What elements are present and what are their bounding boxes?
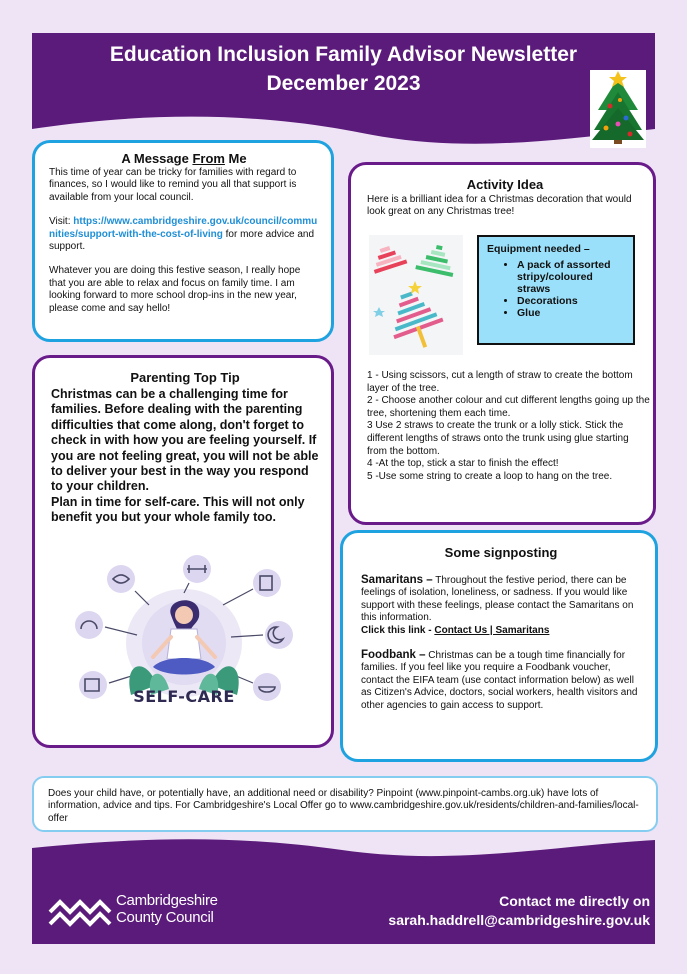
message-heading-pre: A Message [121, 151, 193, 166]
straw-trees-image [369, 235, 463, 355]
samaritans-text: Throughout the festive period, there can be feelings of isolation, loneliness, or sadness. If you would like support with these feelings, please contact the Samaritans on this information. [361, 575, 634, 624]
parenting-tip-box [32, 355, 334, 748]
signposting-box [340, 530, 658, 762]
contact-email[interactable]: sarah.haddrell@cambridgeshire.gov.uk [388, 912, 650, 928]
newsletter-title [32, 40, 655, 98]
equipment-list [487, 259, 625, 319]
click-label: Click this link - [361, 624, 435, 636]
contact-line-1: Contact me directly on [499, 893, 650, 909]
foodbank-paragraph [361, 649, 641, 712]
samaritans-contact-link[interactable]: Contact Us | Samaritans [434, 624, 550, 636]
foodbank-title: Foodbank – [361, 649, 426, 662]
visit-post-text: for more advice and support. [49, 228, 315, 253]
activity-step: 2 - Choose another colour and cut different lengths going up the tree, shortening them each time. [367, 395, 650, 419]
equipment-item: • Glue [517, 307, 625, 319]
message-heading-from: From [192, 151, 225, 166]
activity-steps [367, 370, 651, 483]
equipment-item: • A pack of assorted stripy/coloured straws [517, 259, 625, 295]
equipment-needed-box [477, 235, 635, 345]
message-paragraph-1: This time of year can be tricky for families with regard to finances, so I would like to remind you all that support is available from your local council. [49, 167, 297, 203]
message-paragraph-3: Whatever you are doing this festive season, I really hope that you are able to relax and focus on family time. I am looking forward to more school drop-ins in the new year, please come and say hello! [49, 265, 301, 314]
message-heading [49, 151, 319, 166]
parenting-tip-paragraph-1: Christmas can be a challenging time for families. Before dealing with the parenting difficulties that come along, don't forget to check in with how you are feeling yourself. If you are not feeling great, you will not be able to deliver your best in the way you respond to your children. [51, 387, 319, 494]
local-offer-info-box [32, 776, 658, 832]
parenting-tip-heading: Parenting Top Tip [130, 370, 240, 385]
logo-line-1: Cambridgeshire [116, 892, 218, 909]
activity-intro: Here is a brilliant idea for a Christmas decoration that would look great on any Christmas tree! [367, 194, 632, 218]
header-band [32, 33, 655, 153]
activity-step: 3 Use 2 straws to create the trunk or a lolly stick. Stick the different lengths of straws onto the trunk using glue starting from the bottom. [367, 420, 629, 457]
message-box [32, 140, 334, 342]
foodbank-text: Christmas can be a tough time financially for families. If you feel like you require a Foodbank voucher, contact the EIFA team (use contact information below) as well as Citizen's Advice, doctors, social workers, health visitors and other agencies to gain access to support. [361, 650, 638, 711]
equipment-item: • Decorations [517, 295, 625, 307]
title-line-1: Education Inclusion Family Advisor Newsletter [109, 43, 578, 66]
parenting-tip-paragraph-2: Plan in time for self-care. This will not only benefit you but your whole family too. [51, 494, 305, 525]
activity-step: 5 -Use some string to create a loop to hang on the tree. [367, 470, 613, 482]
visit-label: Visit: [49, 216, 74, 228]
activity-step: 4 -At the top, stick a star to finish the effect! [367, 458, 559, 470]
activity-heading: Activity Idea [466, 177, 544, 192]
signposting-heading: Some signposting [444, 545, 558, 560]
title-line-2: December 2023 [266, 72, 421, 95]
local-offer-text: Does your child have, or potentially have, an additional need or disability? Pinpoint (www.pinpoint-cambs.org.uk) have lots of information, advice and tips. For Cambridgeshire's Local Offer go to www.cambridgeshire.gov.uk/residents/children-and-families/local-offer [48, 788, 639, 824]
message-visit-paragraph [49, 216, 319, 253]
self-care-caption: SELF-CARE [133, 687, 235, 706]
message-heading-post: Me [224, 151, 247, 166]
cost-of-living-link[interactable]: https://www.cambridgeshire.gov.uk/council/communities/support-with-the-cost-of-living [49, 216, 318, 240]
activity-step: 1 - Using scissors, cut a length of straw to create the bottom layer of the tree. [367, 370, 633, 394]
self-care-illustration [53, 545, 315, 721]
contact-details [300, 892, 650, 930]
samaritans-title: Samaritans – [361, 574, 433, 586]
christmas-tree-image [590, 70, 646, 148]
council-logo-icon [48, 892, 112, 932]
equipment-title: Equipment needed – [487, 243, 590, 255]
samaritans-paragraph [361, 574, 641, 637]
logo-line-2: County Council [116, 909, 214, 926]
activity-box [348, 162, 656, 525]
logo-text [116, 892, 218, 926]
